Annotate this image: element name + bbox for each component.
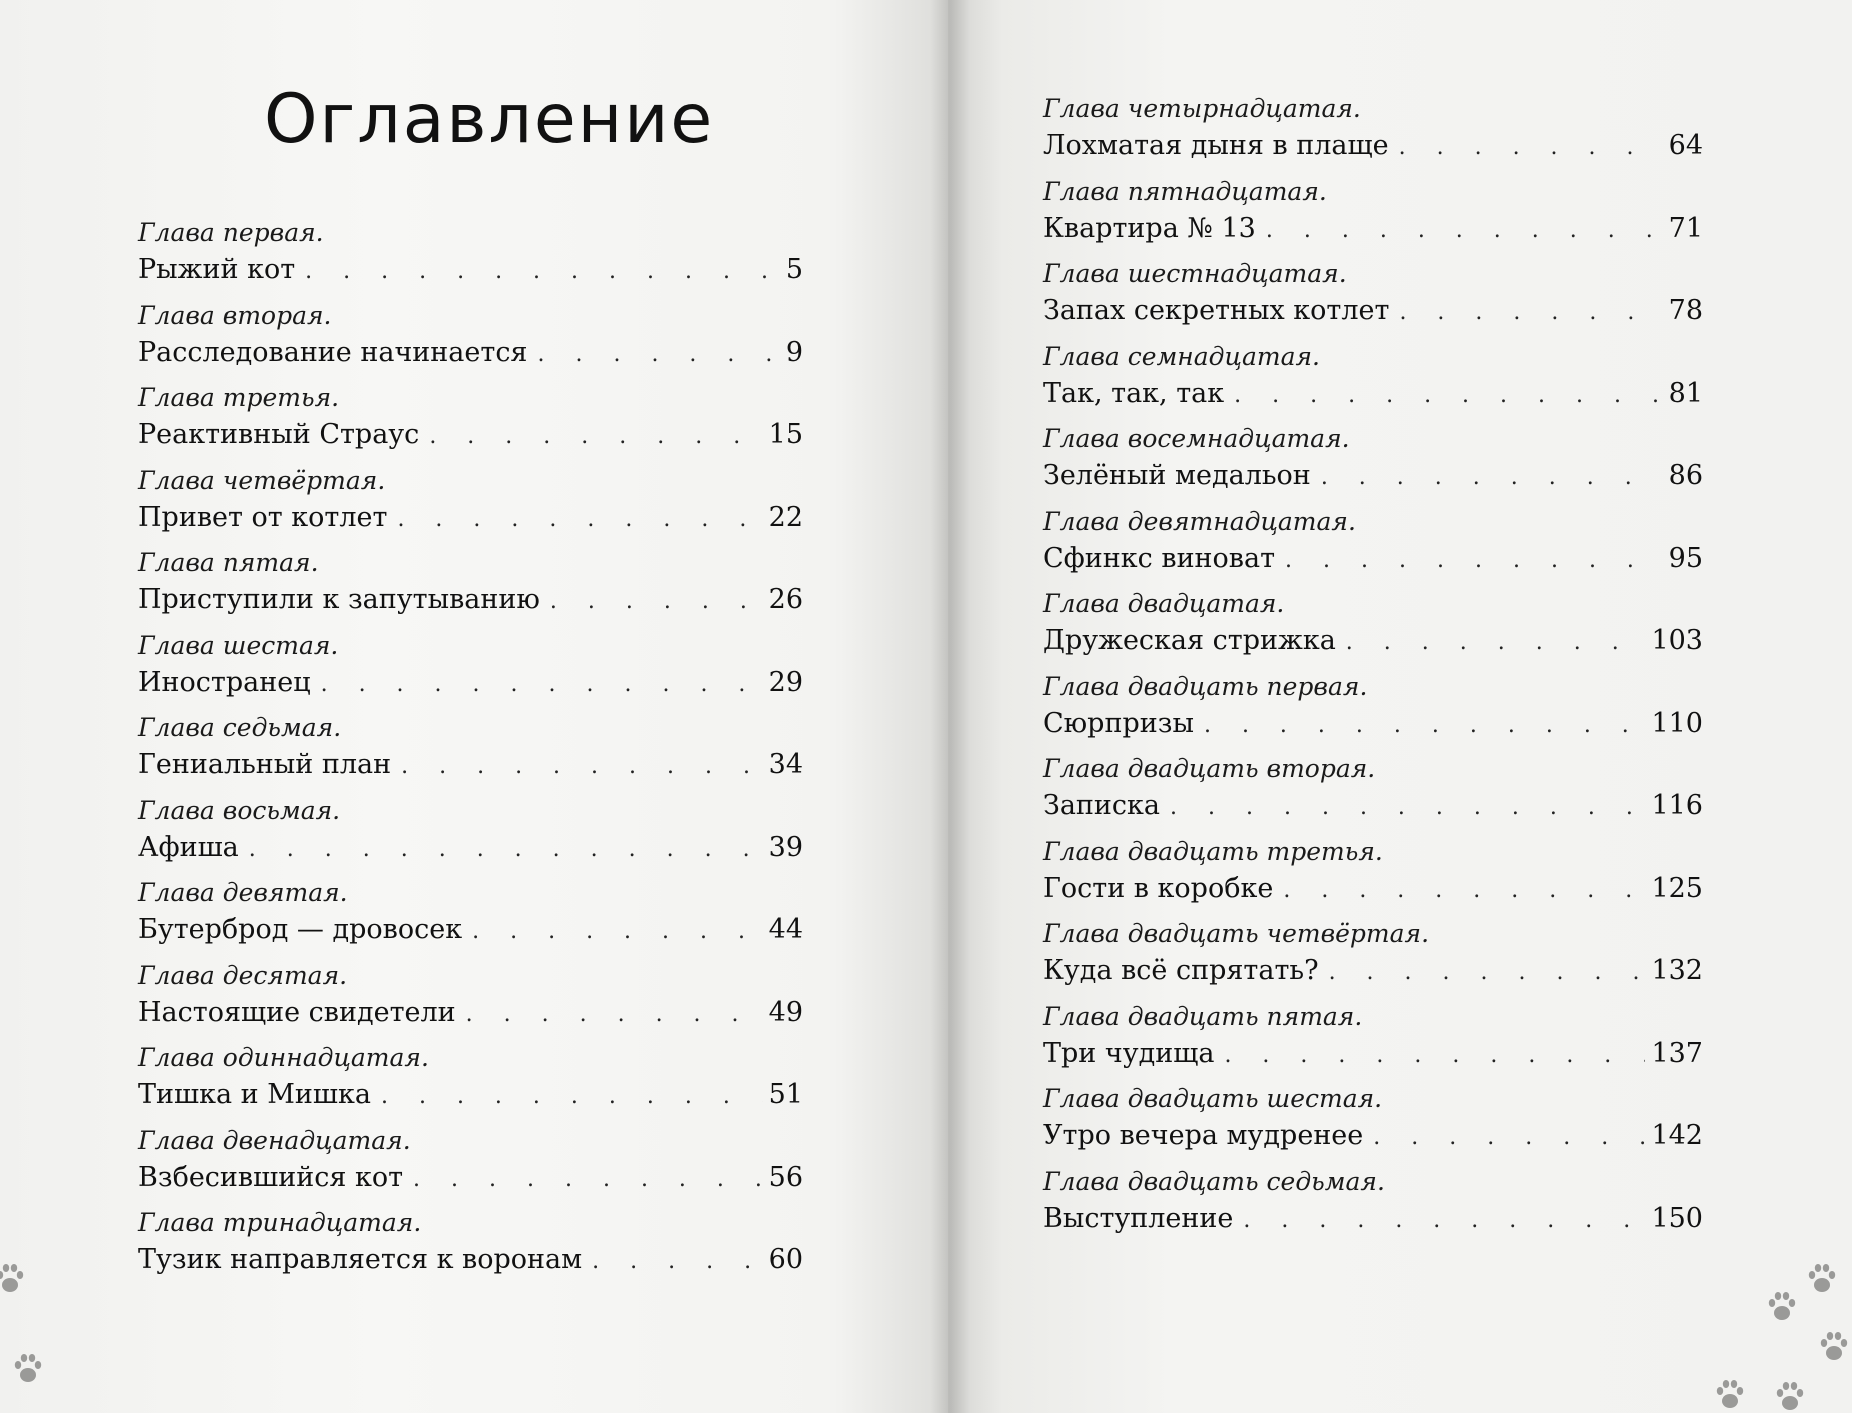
page-number: 132 xyxy=(1651,955,1703,986)
chapter-title: Взбесившийся кот xyxy=(138,1161,404,1193)
chapter-line xyxy=(1043,1034,1703,1076)
chapter-line xyxy=(138,828,803,870)
toc-entry[interactable] xyxy=(1043,672,1703,755)
chapter-title: Рыжий кот xyxy=(138,254,296,285)
leader-dots xyxy=(1399,128,1663,168)
leader-dots xyxy=(1224,1036,1645,1076)
paw-print-icon xyxy=(12,1352,44,1386)
toc-entry[interactable] xyxy=(138,1208,803,1291)
chapter-line xyxy=(138,580,803,622)
toc-entry[interactable] xyxy=(138,713,803,796)
chapter-title: Настоящие свидетели xyxy=(138,996,456,1028)
page-number: 95 xyxy=(1668,542,1703,574)
chapter-title: Квартира № 13 xyxy=(1043,212,1256,244)
page-number: 34 xyxy=(768,749,803,780)
toc-entry[interactable] xyxy=(1043,919,1703,1002)
leader-dots xyxy=(397,500,762,540)
chapter-line xyxy=(138,333,803,375)
chapter-title: Лохматая дыня в плаще xyxy=(1043,130,1389,161)
paw-print-icon xyxy=(1766,1290,1798,1324)
chapter-line xyxy=(1043,1199,1703,1241)
chapter-line xyxy=(138,745,803,787)
leader-dots xyxy=(466,995,763,1035)
chapter-label: Глава двадцать пятая. xyxy=(1043,1001,1363,1031)
chapter-label: Глава седьмая. xyxy=(138,713,342,742)
chapter-label: Глава пятнадцатая. xyxy=(1043,176,1327,206)
chapter-line xyxy=(138,1240,803,1282)
chapter-title: Так, так, так xyxy=(1043,377,1225,409)
leader-dots xyxy=(1266,211,1663,251)
paw-print-icon xyxy=(1714,1378,1746,1412)
chapter-line xyxy=(1043,621,1703,663)
toc-entry[interactable] xyxy=(1043,259,1703,342)
paw-print-icon xyxy=(1774,1380,1806,1413)
toc-entry[interactable] xyxy=(1043,754,1703,837)
page-number: 51 xyxy=(768,1079,803,1110)
page-number: 142 xyxy=(1651,1120,1703,1151)
toc-entry[interactable] xyxy=(1043,1084,1703,1167)
toc-entry[interactable] xyxy=(138,466,803,549)
leader-dots xyxy=(1285,541,1663,581)
chapter-title: Гости в коробке xyxy=(1043,872,1274,904)
toc-entry[interactable] xyxy=(1043,589,1703,672)
chapter-line xyxy=(1043,456,1703,498)
page-number: 44 xyxy=(768,914,803,945)
chapter-label: Глава пятая. xyxy=(138,548,319,577)
chapter-line xyxy=(1043,126,1703,168)
leader-dots xyxy=(1204,706,1646,746)
leader-dots xyxy=(1234,376,1663,416)
leader-dots xyxy=(1321,458,1663,498)
leader-dots xyxy=(401,747,763,787)
page-number: 56 xyxy=(768,1161,803,1193)
toc-entry[interactable] xyxy=(1043,342,1703,425)
toc-entry[interactable] xyxy=(138,631,803,714)
page-number: 150 xyxy=(1651,1202,1703,1234)
page-number: 22 xyxy=(768,501,803,533)
chapter-line xyxy=(138,498,803,540)
page-title: Оглавление xyxy=(264,80,715,159)
chapter-label: Глава первая. xyxy=(138,218,324,247)
page-number: 116 xyxy=(1651,790,1703,821)
chapter-title: Дружеская стрижка xyxy=(1043,625,1336,656)
chapter-label: Глава одиннадцатая. xyxy=(138,1043,429,1072)
chapter-line xyxy=(138,415,803,457)
page-number: 64 xyxy=(1668,130,1703,161)
page-number: 86 xyxy=(1668,460,1703,491)
chapter-title: Бутерброд — дровосек xyxy=(138,914,463,945)
toc-entry[interactable] xyxy=(1043,177,1703,260)
page-number: 39 xyxy=(768,831,803,863)
chapter-line xyxy=(138,250,803,292)
chapter-label: Глава третья. xyxy=(138,383,340,412)
leader-dots xyxy=(1399,293,1662,333)
chapter-line xyxy=(138,910,803,952)
page-number: 137 xyxy=(1651,1037,1703,1069)
chapter-title: Куда всё спрятать? xyxy=(1043,955,1319,986)
chapter-line xyxy=(1043,209,1703,251)
chapter-label: Глава двадцать вторая. xyxy=(1043,754,1376,783)
chapter-title: Зелёный медальон xyxy=(1043,460,1311,491)
page-number: 60 xyxy=(768,1244,803,1275)
chapter-line xyxy=(1043,786,1703,828)
leader-dots xyxy=(305,252,780,292)
chapter-label: Глава двадцать первая. xyxy=(1043,671,1368,701)
leader-dots xyxy=(1170,788,1645,828)
paw-print-icon xyxy=(1806,1262,1838,1296)
leader-dots xyxy=(429,417,762,457)
chapter-label: Глава восемнадцатая. xyxy=(1043,424,1350,453)
page-number: 125 xyxy=(1651,872,1703,904)
chapter-title: Тишка и Мишка xyxy=(138,1079,371,1110)
chapter-line xyxy=(1043,1116,1703,1158)
toc-entry[interactable] xyxy=(138,1126,803,1209)
chapter-line xyxy=(1043,704,1703,746)
leader-dots xyxy=(1373,1118,1645,1158)
chapter-label: Глава девятая. xyxy=(138,878,348,907)
toc-entry[interactable] xyxy=(138,1043,803,1126)
leader-dots xyxy=(1283,871,1645,911)
chapter-title: Три чудища xyxy=(1043,1037,1215,1069)
leader-dots xyxy=(413,1160,763,1200)
toc-entry[interactable] xyxy=(1043,1002,1703,1085)
chapter-label: Глава двадцать седьмая. xyxy=(1043,1166,1385,1196)
chapter-title: Реактивный Страус xyxy=(138,419,420,450)
chapter-title: Иностранец xyxy=(138,666,311,698)
chapter-line xyxy=(138,993,803,1035)
page-number: 71 xyxy=(1668,212,1703,244)
page-number: 81 xyxy=(1668,377,1703,409)
chapter-line xyxy=(1043,291,1703,333)
leader-dots xyxy=(1346,623,1646,663)
chapter-title: Запах секретных котлет xyxy=(1043,295,1390,326)
leader-dots xyxy=(537,335,779,375)
leader-dots xyxy=(321,665,763,705)
toc-entry[interactable] xyxy=(1043,94,1703,177)
chapter-label: Глава четвёртая. xyxy=(138,465,386,495)
toc-entry[interactable] xyxy=(1043,1167,1703,1250)
toc-entry[interactable] xyxy=(1043,424,1703,507)
chapter-title: Сюрпризы xyxy=(1043,707,1194,739)
chapter-label: Глава двадцать шестая. xyxy=(1043,1084,1383,1113)
page-number: 9 xyxy=(785,336,803,368)
chapter-label: Глава четырнадцатая. xyxy=(1043,94,1361,123)
toc-entry[interactable] xyxy=(138,878,803,961)
page-number: 29 xyxy=(768,666,803,698)
chapter-title: Сфинкс виноват xyxy=(1043,542,1276,574)
chapter-line xyxy=(1043,869,1703,911)
chapter-title: Приступили к запутыванию xyxy=(138,584,540,615)
chapter-title: Привет от котлет xyxy=(138,501,388,533)
chapter-label: Глава шестнадцатая. xyxy=(1043,259,1347,288)
page-number: 15 xyxy=(768,419,803,450)
chapter-label: Глава вторая. xyxy=(138,300,332,330)
leader-dots xyxy=(550,582,763,622)
leader-dots xyxy=(249,830,763,870)
chapter-label: Глава двадцать третья. xyxy=(1043,836,1383,866)
chapter-title: Утро вечера мудренее xyxy=(1043,1120,1364,1151)
chapter-title: Гениальный план xyxy=(138,749,392,780)
chapter-title: Тузик направляется к воронам xyxy=(138,1244,583,1275)
paw-print-icon xyxy=(0,1262,26,1296)
page-number: 78 xyxy=(1668,295,1703,326)
page-number: 103 xyxy=(1651,625,1703,656)
book-gutter xyxy=(930,0,970,1413)
leader-dots xyxy=(381,1077,763,1117)
chapter-line xyxy=(1043,539,1703,581)
chapter-label: Глава десятая. xyxy=(138,960,348,990)
chapter-title: Выступление xyxy=(1043,1202,1234,1234)
chapter-label: Глава семнадцатая. xyxy=(1043,341,1320,371)
leader-dots xyxy=(472,912,763,952)
page-number: 5 xyxy=(785,254,803,285)
chapter-label: Глава тринадцатая. xyxy=(138,1208,422,1237)
chapter-label: Глава шестая. xyxy=(138,630,339,660)
chapter-label: Глава двадцатая. xyxy=(1043,589,1285,618)
toc-entry[interactable] xyxy=(138,796,803,879)
chapter-line xyxy=(138,663,803,705)
chapter-line xyxy=(1043,374,1703,416)
chapter-title: Расследование начинается xyxy=(138,336,528,368)
page-number: 26 xyxy=(768,584,803,615)
page-number: 49 xyxy=(768,996,803,1028)
chapter-title: Записка xyxy=(1043,790,1161,821)
toc-entry[interactable] xyxy=(138,548,803,631)
chapter-title: Афиша xyxy=(138,831,239,863)
page-number: 110 xyxy=(1651,707,1703,739)
toc-entry[interactable] xyxy=(138,383,803,466)
paw-print-icon xyxy=(1818,1330,1850,1364)
chapter-label: Глава восьмая. xyxy=(138,795,341,825)
leader-dots xyxy=(592,1242,763,1282)
leader-dots xyxy=(1243,1201,1645,1241)
chapter-label: Глава двенадцатая. xyxy=(138,1125,411,1155)
chapter-line xyxy=(1043,951,1703,993)
chapter-line xyxy=(138,1158,803,1200)
toc-entry[interactable] xyxy=(1043,837,1703,920)
chapter-label: Глава девятнадцатая. xyxy=(1043,506,1356,536)
toc-entry[interactable] xyxy=(138,301,803,384)
toc-entry[interactable] xyxy=(138,218,803,301)
chapter-line xyxy=(138,1075,803,1117)
toc-left-column xyxy=(138,218,803,1291)
toc-right-column xyxy=(1043,94,1703,1249)
chapter-label: Глава двадцать четвёртая. xyxy=(1043,919,1430,948)
leader-dots xyxy=(1329,953,1646,993)
toc-entry[interactable] xyxy=(138,961,803,1044)
toc-entry[interactable] xyxy=(1043,507,1703,590)
